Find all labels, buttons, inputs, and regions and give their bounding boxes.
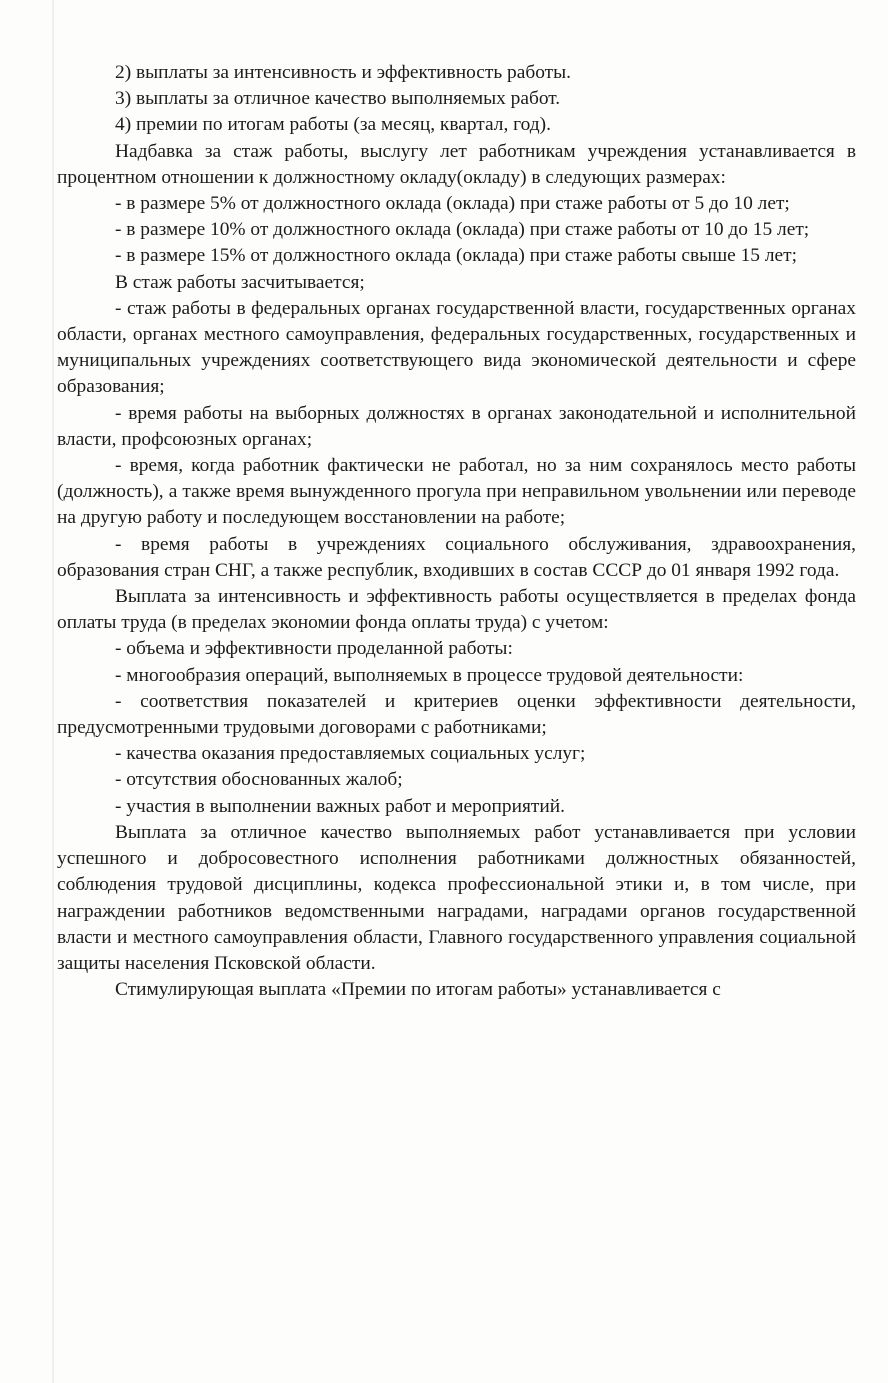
- scan-edge-line: [52, 0, 54, 1383]
- paragraph-list-item-4: 4) премии по итогам работы (за месяц, квартал, год).: [115, 114, 551, 136]
- paragraph-quality-payment: Выплата за отличное качество выполняемых работ устанавливается при условии успешного и добросовестного исполнения работниками должностных обязанностей, соблюдения трудовой дисциплины, кодекса профессиональной этики и, в том числе, при награждении работников ведомственными наградами, наградами органов государственной власти и местного самоуправления области, Главного государственного управления социальной защиты населения Псковской области.: [57, 821, 856, 974]
- paragraph-rate-10: - в размере 10% от должностного оклада (оклада) при стаже работы от 10 до 15 лет;: [115, 219, 810, 241]
- paragraph-seniority-includes: В стаж работы засчитывается;: [115, 271, 365, 293]
- paragraph-list-item-2: 2) выплаты за интенсивность и эффективность работы.: [115, 62, 571, 83]
- paragraph-no-complaints: - отсутствия обоснованных жалоб;: [115, 769, 403, 791]
- paragraph-work-volume: - объема и эффективности проделанной работы:: [115, 638, 513, 660]
- paragraph-federal-service: - стаж работы в федеральных органах государственной власти, государственных органах области, органах местного самоуправления, федеральных государственных, государственных и муниципальных учреждениях соответствующего вида экономической деятельности и сфере образования;: [57, 297, 856, 398]
- paragraph-rate-5: - в размере 5% от должностного оклада (оклада) при стаже работы от 5 до 10 лет;: [115, 193, 790, 215]
- paragraph-criteria-compliance: - соответствия показателей и критериев оценки эффективности деятельности, предусмотренными трудовыми договорами с работниками;: [57, 690, 856, 739]
- document-body: [57, 60, 856, 1003]
- paragraph-list-item-3: 3) выплаты за отличное качество выполняемых работ.: [115, 88, 561, 110]
- paragraph-operations-variety: - многообразия операций, выполняемых в процессе трудовой деятельности:: [115, 664, 744, 686]
- paragraph-elected-positions: - время работы на выборных должностях в органах законодательной и исполнительной власти, профсоюзных органах;: [57, 402, 856, 450]
- paragraph-service-quality: - качества оказания предоставляемых социальных услуг;: [115, 743, 586, 765]
- paragraph-retained-position: - время, когда работник фактически не работал, но за ним сохранялось место работы (должность), а также время вынужденного прогула при неправильном увольнении или переводе на другую работу и последующем восстановлении на работе;: [57, 455, 856, 529]
- paragraph-rate-15: - в размере 15% от должностного оклада (оклада) при стаже работы свыше 15 лет;: [115, 245, 797, 267]
- paragraph-important-work: - участия в выполнении важных работ и мероприятий.: [115, 795, 565, 817]
- paragraph-cis-service: - время работы в учреждениях социального обслуживания, здравоохранения, образования стран СНГ, а также республик, входивших в состав СССР до 01 января 1992 года.: [57, 533, 856, 581]
- paragraph-intensity-payment: Выплата за интенсивность и эффективность работы осуществляется в пределах фонда оплаты труда (в пределах экономии фонда оплаты труда) с учетом:: [57, 586, 856, 634]
- paragraph-bonus-payment: Стимулирующая выплата «Премии по итогам работы» устанавливается с: [115, 979, 721, 1001]
- paragraph-seniority-allowance: Надбавка за стаж работы, выслугу лет работникам учреждения устанавливается в процентном отношении к должностному окладу(окладу) в следующих размерах:: [57, 140, 856, 188]
